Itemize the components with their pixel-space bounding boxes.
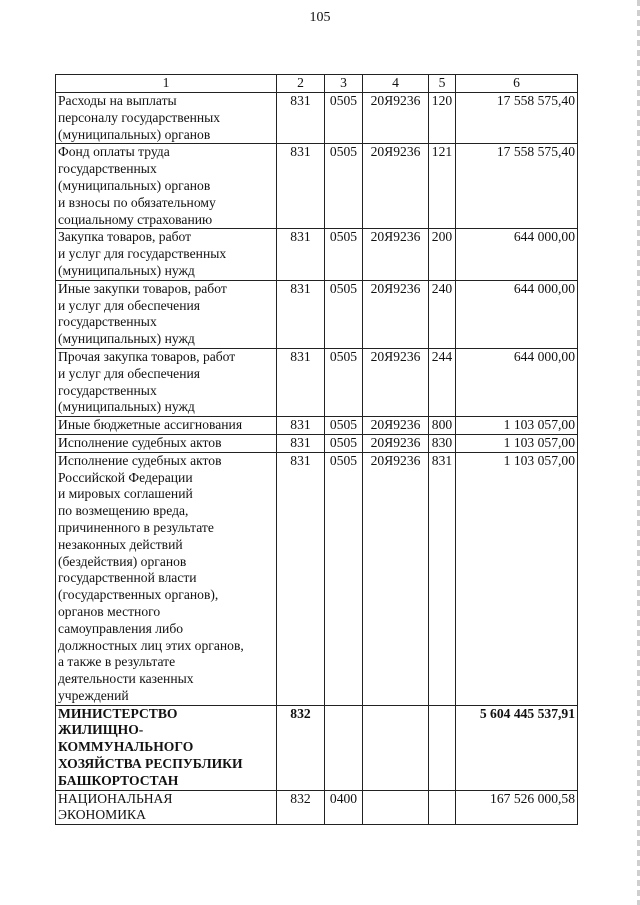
row-ved-cell: 831 bbox=[277, 452, 325, 705]
row-name-line: органов местного bbox=[58, 603, 161, 619]
row-name-line: по возмещению вреда, bbox=[58, 503, 189, 519]
row-name-line: Закупка товаров, работ bbox=[58, 229, 192, 245]
row-sum-cell: 17 558 575,40 bbox=[456, 93, 578, 144]
header-col-5: 5 bbox=[429, 75, 456, 93]
row-name-cell bbox=[56, 93, 277, 144]
row-name-line: Исполнение судебных актов bbox=[58, 434, 222, 450]
row-name-line: (муниципальных) органов bbox=[58, 126, 211, 142]
row-name-line: НАЦИОНАЛЬНАЯ bbox=[58, 790, 173, 806]
row-name-line: а также в результате bbox=[58, 654, 176, 670]
row-ved-cell: 831 bbox=[277, 144, 325, 229]
row-section-cell: 0505 bbox=[325, 434, 363, 452]
row-sum-cell: 1 103 057,00 bbox=[456, 452, 578, 705]
row-name-line: Иные закупки товаров, работ bbox=[58, 280, 227, 296]
row-expense-type-cell bbox=[429, 790, 456, 825]
row-name-line: Российской Федерации bbox=[58, 469, 193, 485]
row-name-line: незаконных действий bbox=[58, 536, 183, 552]
table-row bbox=[56, 705, 578, 790]
row-name-line: персоналу государственных bbox=[58, 109, 221, 125]
table-row bbox=[56, 790, 578, 825]
page-number: 105 bbox=[309, 10, 331, 25]
budget-table bbox=[55, 74, 578, 825]
row-ved-cell: 831 bbox=[277, 348, 325, 416]
row-ved-cell: 831 bbox=[277, 280, 325, 348]
row-target-article-cell bbox=[363, 790, 429, 825]
row-sum-cell: 644 000,00 bbox=[456, 280, 578, 348]
row-name-line: и услуг для обеспечения bbox=[58, 365, 200, 381]
row-name-cell bbox=[56, 705, 277, 790]
header-col-2: 2 bbox=[277, 75, 325, 93]
row-target-article-cell bbox=[363, 705, 429, 790]
row-name-line: (муниципальных) нужд bbox=[58, 331, 195, 347]
row-name-line: ХОЗЯЙСТВА РЕСПУБЛИКИ bbox=[58, 756, 243, 772]
row-name-line: социальному страхованию bbox=[58, 211, 213, 227]
row-expense-type-cell: 121 bbox=[429, 144, 456, 229]
row-target-article-cell: 20Я9236 bbox=[363, 348, 429, 416]
row-section-cell bbox=[325, 705, 363, 790]
row-name-line: Прочая закупка товаров, работ bbox=[58, 348, 236, 364]
row-name-line: Иные бюджетные ассигнования bbox=[58, 417, 243, 433]
row-sum-cell: 167 526 000,58 bbox=[456, 790, 578, 825]
row-name-line: (государственных органов), bbox=[58, 587, 219, 603]
row-ved-cell: 831 bbox=[277, 417, 325, 435]
row-section-cell: 0505 bbox=[325, 417, 363, 435]
table-row bbox=[56, 144, 578, 229]
table-row bbox=[56, 417, 578, 435]
row-name-line: и услуг для государственных bbox=[58, 246, 227, 262]
row-name-line: должностных лиц этих органов, bbox=[58, 637, 244, 653]
row-name-line: ЭКОНОМИКА bbox=[58, 807, 146, 823]
row-expense-type-cell: 120 bbox=[429, 93, 456, 144]
row-expense-type-cell bbox=[429, 705, 456, 790]
row-name-cell bbox=[56, 452, 277, 705]
row-sum-cell: 5 604 445 537,91 bbox=[456, 705, 578, 790]
row-ved-cell: 831 bbox=[277, 434, 325, 452]
row-name-line: БАШКОРТОСТАН bbox=[58, 772, 179, 788]
row-section-cell: 0505 bbox=[325, 348, 363, 416]
row-name-cell bbox=[56, 348, 277, 416]
row-sum-cell: 1 103 057,00 bbox=[456, 434, 578, 452]
row-name-line: (бездействия) органов bbox=[58, 553, 187, 569]
row-name-line: деятельности казенных bbox=[58, 671, 194, 687]
row-name-line: (муниципальных) нужд bbox=[58, 399, 195, 415]
row-target-article-cell: 20Я9236 bbox=[363, 229, 429, 280]
row-target-article-cell: 20Я9236 bbox=[363, 144, 429, 229]
row-target-article-cell: 20Я9236 bbox=[363, 417, 429, 435]
row-name-cell bbox=[56, 434, 277, 452]
row-section-cell: 0505 bbox=[325, 229, 363, 280]
row-sum-cell: 644 000,00 bbox=[456, 348, 578, 416]
row-ved-cell: 832 bbox=[277, 790, 325, 825]
row-name-line: и взносы по обязательному bbox=[58, 194, 216, 210]
row-name-line: причиненного в результате bbox=[58, 519, 214, 535]
table-row bbox=[56, 434, 578, 452]
row-name-line: Фонд оплаты труда bbox=[58, 144, 170, 160]
row-name-line: и услуг для обеспечения bbox=[58, 297, 200, 313]
row-name-line: МИНИСТЕРСТВО bbox=[58, 705, 178, 721]
row-target-article-cell: 20Я9236 bbox=[363, 452, 429, 705]
row-expense-type-cell: 831 bbox=[429, 452, 456, 705]
table-row bbox=[56, 280, 578, 348]
row-sum-cell: 1 103 057,00 bbox=[456, 417, 578, 435]
row-name-line: государственных bbox=[58, 161, 157, 177]
row-target-article-cell: 20Я9236 bbox=[363, 93, 429, 144]
table-row bbox=[56, 93, 578, 144]
row-name-line: Исполнение судебных актов bbox=[58, 452, 222, 468]
row-name-line: ЖИЛИЩНО- bbox=[58, 722, 144, 738]
table-row bbox=[56, 348, 578, 416]
row-sum-cell: 644 000,00 bbox=[456, 229, 578, 280]
header-col-4: 4 bbox=[363, 75, 429, 93]
row-expense-type-cell: 244 bbox=[429, 348, 456, 416]
table-row bbox=[56, 229, 578, 280]
row-name-line: государственных bbox=[58, 314, 157, 330]
row-section-cell: 0505 bbox=[325, 280, 363, 348]
row-section-cell: 0505 bbox=[325, 452, 363, 705]
row-name-cell bbox=[56, 144, 277, 229]
row-expense-type-cell: 240 bbox=[429, 280, 456, 348]
row-name-line: государственной власти bbox=[58, 570, 197, 586]
row-expense-type-cell: 830 bbox=[429, 434, 456, 452]
row-name-line: государственных bbox=[58, 382, 157, 398]
header-col-1: 1 bbox=[56, 75, 277, 93]
row-name-line: учреждений bbox=[58, 687, 129, 703]
row-expense-type-cell: 200 bbox=[429, 229, 456, 280]
header-col-3: 3 bbox=[325, 75, 363, 93]
row-sum-cell: 17 558 575,40 bbox=[456, 144, 578, 229]
header-col-6: 6 bbox=[456, 75, 578, 93]
row-name-line: Расходы на выплаты bbox=[58, 93, 177, 108]
row-target-article-cell: 20Я9236 bbox=[363, 280, 429, 348]
row-section-cell: 0505 bbox=[325, 93, 363, 144]
row-name-line: и мировых соглашений bbox=[58, 486, 193, 502]
row-name-line: самоуправления либо bbox=[58, 620, 184, 636]
row-ved-cell: 832 bbox=[277, 705, 325, 790]
table-row bbox=[56, 452, 578, 705]
row-name-line: (муниципальных) нужд bbox=[58, 262, 195, 278]
row-section-cell: 0400 bbox=[325, 790, 363, 825]
row-name-cell bbox=[56, 280, 277, 348]
row-name-cell bbox=[56, 790, 277, 825]
row-name-line: (муниципальных) органов bbox=[58, 177, 211, 193]
header-row bbox=[56, 75, 578, 93]
row-ved-cell: 831 bbox=[277, 229, 325, 280]
row-section-cell: 0505 bbox=[325, 144, 363, 229]
row-name-cell bbox=[56, 417, 277, 435]
table-body bbox=[56, 93, 578, 825]
row-ved-cell: 831 bbox=[277, 93, 325, 144]
row-name-cell bbox=[56, 229, 277, 280]
row-target-article-cell: 20Я9236 bbox=[363, 434, 429, 452]
row-expense-type-cell: 800 bbox=[429, 417, 456, 435]
row-name-line: КОММУНАЛЬНОГО bbox=[58, 739, 194, 755]
